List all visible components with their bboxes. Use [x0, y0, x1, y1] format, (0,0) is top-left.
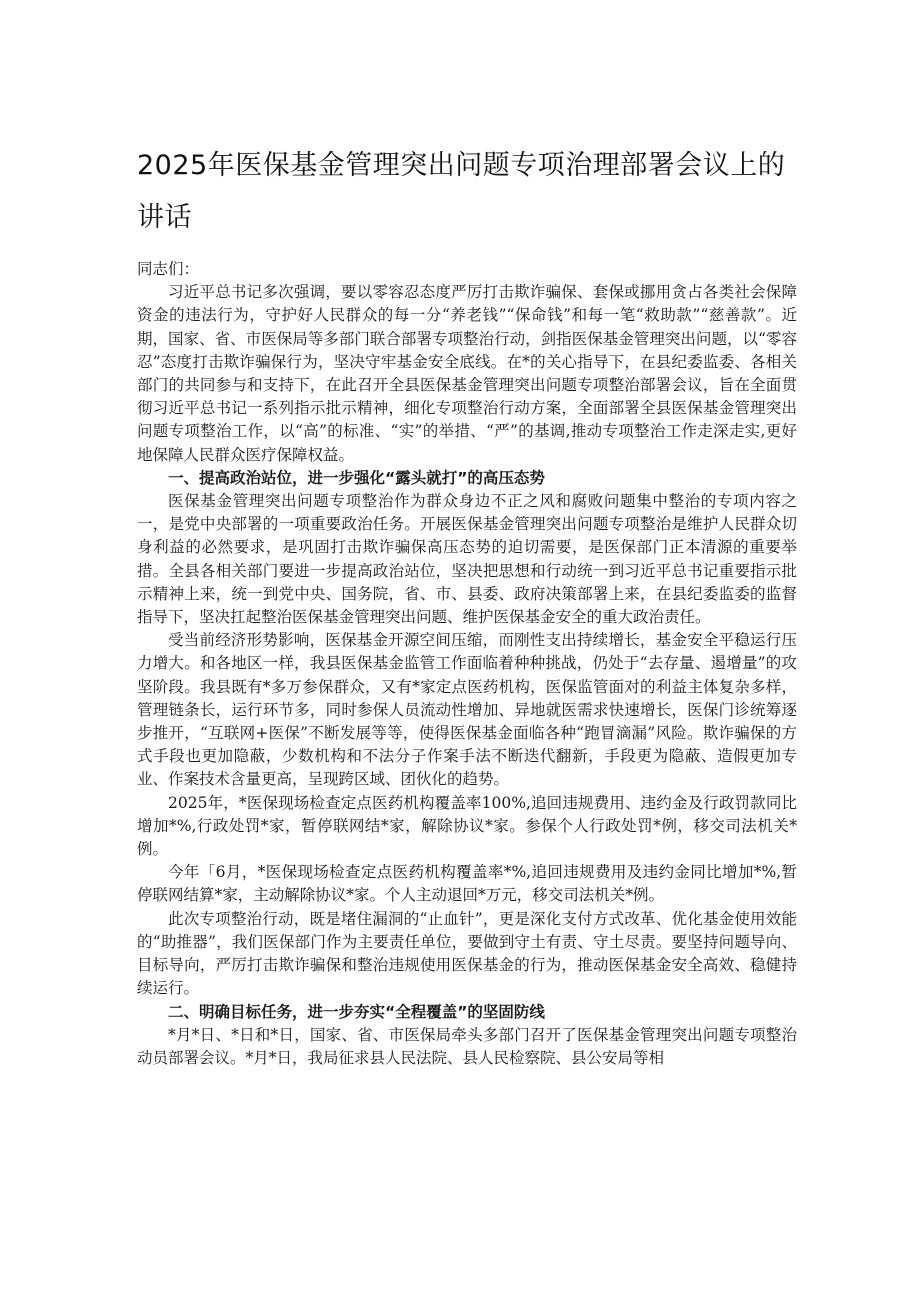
paragraph: 受当前经济形势影响，医保基金开源空间压缩，而刚性支出持续增长，基金安全平稳运行压力增大。和各地区一样，我县医保基金监管工作面临着种种挑战，仍处于“去存量、遏增量”的攻坚阶段。我县既有*多万参保群众，又有*家定点医药机构，医保监管面对的利益主体复杂多样，管理链条长，运行环节多，同时参保人员流动性增加、异地就医需求快速增长，医保门诊统筹逐步推开，“互联网+医保”不断发展等等，使得医保基金面临各种“跑冒滴漏”风险。欺诈骗保的方式手段也更加隐蔽，少数机构和不法分子作案手法不断迭代翻新，手段更为隐蔽、造假更加专业、作案技术含量更高，呈现跨区域、团伙化的趋势。 [137, 631, 797, 789]
paragraph: *月*日、*日和*日，国家、省、市医保局牵头多部门召开了医保基金管理突出问题专项整治动员部署会议。*月*日，我局征求县人民法院、县人民检察院、县公安局等相 [137, 1025, 797, 1067]
paragraph-intro: 习近平总书记多次强调，要以零容忍态度严厉打击欺诈骗保、套保或挪用贪占各类社会保障资金的违法行为，守护好人民群众的每一分“养老钱”“保命钱”和每一笔“救助款”“慈善款”。近期，国家、省、市医保局等多部门联合部署专项整治行动，剑指医保基金管理突出问题，以“零容忍”态度打击欺诈骗保行为，坚决守牢基金安全底线。在*的关心指导下，在县纪委监委、各相关部门的共同参与和支持下，在此召开全县医保基金管理突出问题专项整治部署会议，旨在全面贯彻习近平总书记一系列指示批示精神，细化专项整治行动方案，全面部署全县医保基金管理突出问题专项整治工作，以“高”的标准、“实”的举措、“严”的基调,推动专项整治工作走深走实,更好地保障人民群众医疗保障权益。 [137, 283, 797, 464]
paragraph: 2025年，*医保现场检查定点医药机构覆盖率100%,追回违规费用、违约金及行政罚款同比增加*%,行政处罚*家，暂停联网结*家，解除协议*家。参保个人行政处罚*例，移交司法机关*例。 [137, 793, 797, 859]
paragraph: 此次专项整治行动，既是堵住漏洞的“止血针”，更是深化支付方式改革、优化基金使用效能的“助推器”，我们医保部门作为主要责任单位，要做到守土有责、守土尽责。要坚持问题导向、目标导向，严厉打击欺诈骗保和整治违规使用医保基金的行为，推动医保基金安全高效、稳健持续运行。 [137, 909, 797, 998]
section-heading-1: 一、提高政治站位，进一步强化“露头就打”的高压态势 [168, 468, 545, 487]
paragraph: 今年「6月，*医保现场检查定点医药机构覆盖率*%,追回违规费用及违约金同比增加*%,暂停联网结算*家，主动解除协议*家。个人主动退回*万元，移交司法机关*例。 [137, 863, 797, 905]
document-body [137, 140, 797, 1070]
document-title: 2025年医保基金管理突出问题专项治理部署会议上的讲话 [137, 150, 786, 233]
paragraph: 医保基金管理突出问题专项整治作为群众身边不正之风和腐败问题集中整治的专项内容之一，是党中央部署的一项重要政治任务。开展医保基金管理突出问题专项整治是维护人民群众切身利益的必然要求，是巩固打击欺诈骗保高压态势的迫切需要，是医保部门正本清源的重要举措。全县各相关部门要进一步提高政治站位，坚决把思想和行动统一到习近平总书记重要指示批示精神上来，统一到党中央、国务院，省、市、县委、政府决策部署上来，在县纪委监委的监督指导下，坚决扛起整治医保基金管理突出问题、维护医保基金安全的重大政治责任。 [137, 492, 797, 627]
section-heading-2: 二、明确目标任务，进一步夯实“全程覆盖”的坚固防线 [168, 1002, 545, 1021]
greeting: 同志们： [137, 260, 200, 278]
